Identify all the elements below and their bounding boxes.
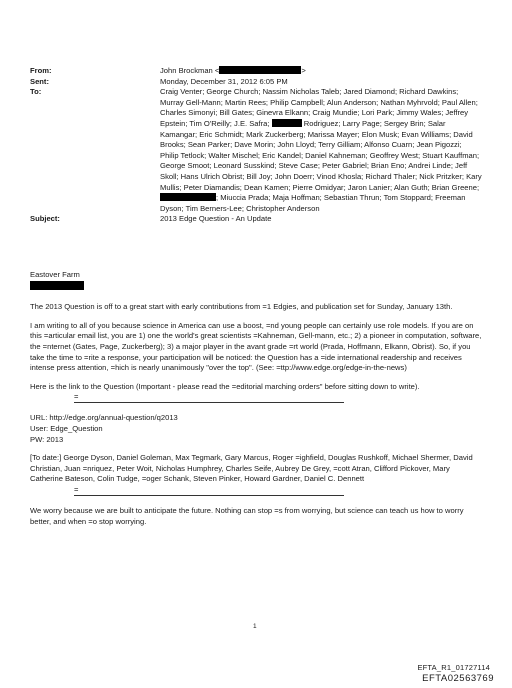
- sent-value: Monday, December 31, 2012 6:05 PM: [160, 76, 288, 86]
- to-value-part-3: ; Miuccia Prada; Maja Hoffman; Sebastian Thrun; Tom Stoppard; Freeman Dyson; Tim Berners-Lee; Christopher Anderson: [160, 193, 466, 213]
- from-value: John Brockman <: [160, 66, 220, 75]
- paragraph-link-intro: Here is the link to the Question (Important - please read the =editorial marching orders" before sitting down to write).: [30, 381, 420, 391]
- to-value-part-1: Craig Venter; George Church; Nassim Nicholas Taleb; Jared Diamond; Richard Dawkins; Murray Gell-Mann; Martin Rees; Philip Campbell; Alun Anderson; Nathan Myhrvold; Paul Allen; Charles Simonyi; Bill Gates; Ginevra Elkann; Craig Mundie; Lori Park; Jimmy Wales; Jeffrey Epstein; Tim O'Reilly; J.E. Safra;: [160, 87, 478, 128]
- redaction-box: [272, 119, 302, 127]
- contributors-placeholder-rule: =: [74, 487, 344, 496]
- email-header: [30, 66, 482, 225]
- paragraph-closing: We worry because we are built to anticipate the future. Nothing can stop =s from worrying, but science can teach us how to worry better, and when =o stop worrying.: [30, 505, 464, 526]
- url-line: URL: http://edge.org/annual-question/q2013: [30, 413, 178, 423]
- email-body: [30, 270, 482, 535]
- subject-label: Subject:: [30, 214, 60, 224]
- from-label: From:: [30, 66, 52, 75]
- credentials-block: [30, 413, 482, 445]
- subject-row: [30, 214, 482, 225]
- redaction-box: [160, 193, 216, 201]
- document-reference-large: EFTA02563769: [422, 673, 494, 684]
- subject-value: 2013 Edge Question - An Update: [160, 214, 272, 224]
- user-line: User: Edge_Question: [30, 423, 103, 433]
- redaction-box: [30, 281, 84, 290]
- from-row: [30, 66, 482, 77]
- sent-row: [30, 77, 482, 88]
- redaction-box: [219, 66, 301, 74]
- password-line: PW: 2013: [30, 434, 64, 444]
- to-label: To:: [30, 87, 42, 97]
- document-reference-small: EFTA_R1_01727114: [417, 663, 490, 672]
- sent-label: Sent:: [30, 76, 49, 86]
- paragraph-audience: I am writing to all of you because science in America can use a boost, =nd young people can certainly use role models. If you are on this =articular email list, you are 1) one the world's great scientists =Kahneman, Gell-mann, etc.; 2) a pioneer in computation, software, the =nternet (Gates, Page, Zuckerberg); 3) a major player in the avant grade =rt world (Prada, Hoffmann, Elkann, Obrist). So, if you take the time to =rite a response, your participation will be noticed: the Question has a =ide international readership and receives intense press attention, =hich is nearly unanimously "over the top". (See: =ttp://www.edge.org/edge-in-the-news): [30, 320, 482, 373]
- location-line: Eastover Farm: [30, 270, 80, 279]
- from-value-end: >: [301, 66, 306, 75]
- paragraph-contributors: [To date:] George Dyson, Daniel Goleman, Max Tegmark, Gary Marcus, Roger =ighfield, Douglas Rushkoff, Michael Shermer, David Christian, Juan =nriquez, Peter Woit, Nicholas Humphrey, Charles Seife, Aubrey De Grey, =cott Atran, Clifford Pickover, Mary Catherine Bateson, Colin Tudge, =oger Schank, Steven Pinker, Howard Gardner, Daniel C. Dennett: [30, 453, 473, 484]
- paragraph-intro: The 2013 Question is off to a great start with early contributions from =1 Edgies, and publication set for Sunday, January 13th.: [30, 302, 453, 312]
- to-value-part-2: Rodriguez; Larry Page; Sergey Brin; Salar Kamangar; Eric Schmidt; Mark Zuckerberg; Marissa Mayer; Elon Musk; Evan Williams; David Brooks; Sean Parker; Dave Morin; John Lloyd; Terry Gilliam; Alfonso Cuarn; Jean Pigozzi; Philip Tetlock; Walter Mischel; Eric Kandel; Daniel Kahneman; Geoffrey West; Stuart Kauffman; George Smoot; Leonard Susskind; Steve Case; Peter Gabriel; Brian Eno; Andrei Linde; Jeff Skoll; Hans Ulrich Obrist; Bill Joy; John Doerr; Vinod Khosla; Richard Thaler; Nick Pritzker; Kary Mullis; Peter Diamandis; Dean Kamen; Pierre Omidyar; Jaron Lanier; Alan Guth; Brian Greene;: [160, 118, 482, 192]
- to-row: [30, 87, 482, 214]
- link-placeholder-rule: =: [74, 394, 344, 403]
- page-number: 1: [253, 623, 257, 630]
